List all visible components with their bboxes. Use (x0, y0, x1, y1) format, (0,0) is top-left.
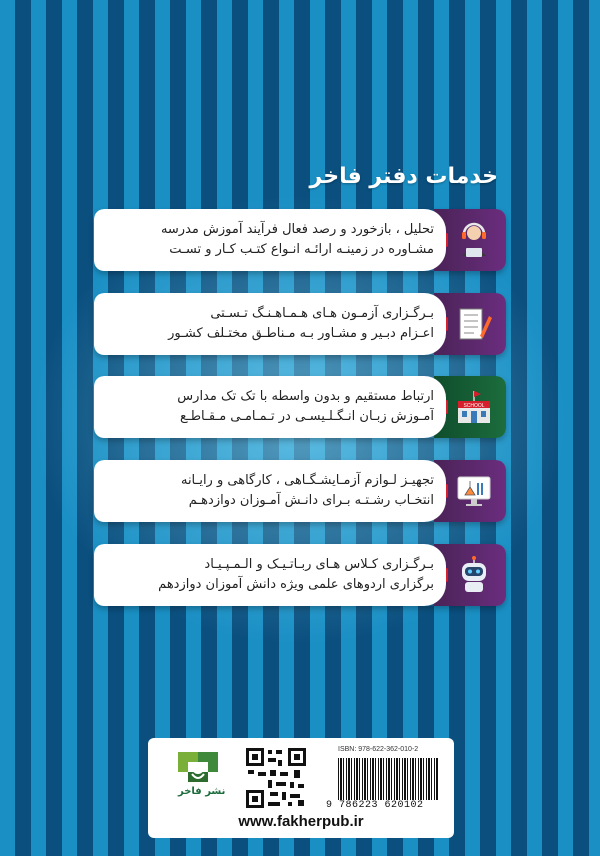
service-card-3 (94, 376, 506, 438)
service-line-1: تحلیل ، بازخورد و رصد فعال فرآیند آموزش مدرسه (160, 222, 434, 237)
publisher-logo (172, 748, 224, 808)
card-text-area (94, 544, 446, 606)
service-line-2: برگزاری اردوهای علمی ویژه دانش آموزان دوازدهم (158, 577, 434, 592)
card-text-area (94, 376, 446, 438)
service-line-1: بـرگـزاری کـلاس هـای ربـاتـیـک و الـمـپـیـاد (204, 557, 434, 572)
barcode-number: 9 786223 620102 (326, 800, 424, 811)
lab-monitor-icon (454, 471, 494, 511)
card-text-area (94, 209, 446, 271)
card-text-area (94, 293, 446, 355)
headset-support-icon (454, 220, 494, 260)
service-line-1: ارتباط مستقیم و بدون واسطه با تک تک مدارس (177, 389, 434, 404)
service-line-1: تجهیـز لـوازم آزمـایشـگـاهی ، کارگاهی و رایـانه (180, 473, 434, 488)
service-card-4 (94, 460, 506, 522)
card-text-area (94, 460, 446, 522)
service-card-5 (94, 544, 506, 606)
school-building-icon (454, 387, 494, 427)
svg-text:SCHOOL: SCHOOL (463, 403, 485, 409)
footer-panel (148, 738, 454, 838)
service-line-2: انتخـاب رشـتـه بـرای دانـش آمـوزان دوازدهـم (188, 493, 434, 508)
service-card-2 (94, 293, 506, 355)
service-line-2: اعـزام دبـیر و مشـاور بـه مـناطـق مختـلف کشـور (168, 326, 434, 341)
barcode (338, 758, 438, 800)
service-line-1: بـرگـزاری آزمـون هـای هـمـاهـنـگ تـسـتی (210, 306, 434, 321)
website-url: www.fakherpub.ir (238, 813, 364, 830)
service-line-2: مشـاوره در زمینـه ارائـه انـواع کتـب کـار و تسـت (169, 242, 434, 257)
service-line-2: آمـوزش زبـان انـگـلـیسـی در تـمـامـی مـقـاطـع (179, 409, 434, 424)
exam-sheet-icon (454, 304, 494, 344)
qr-code (244, 746, 308, 810)
robot-icon (454, 555, 494, 595)
isbn-label: ISBN: 978-622-362-010-2 (338, 746, 419, 753)
page-title: خدمات دفتر فاخر (309, 164, 498, 189)
service-card-1 (94, 209, 506, 271)
publisher-logo-text: نشر فاخر (178, 786, 226, 797)
